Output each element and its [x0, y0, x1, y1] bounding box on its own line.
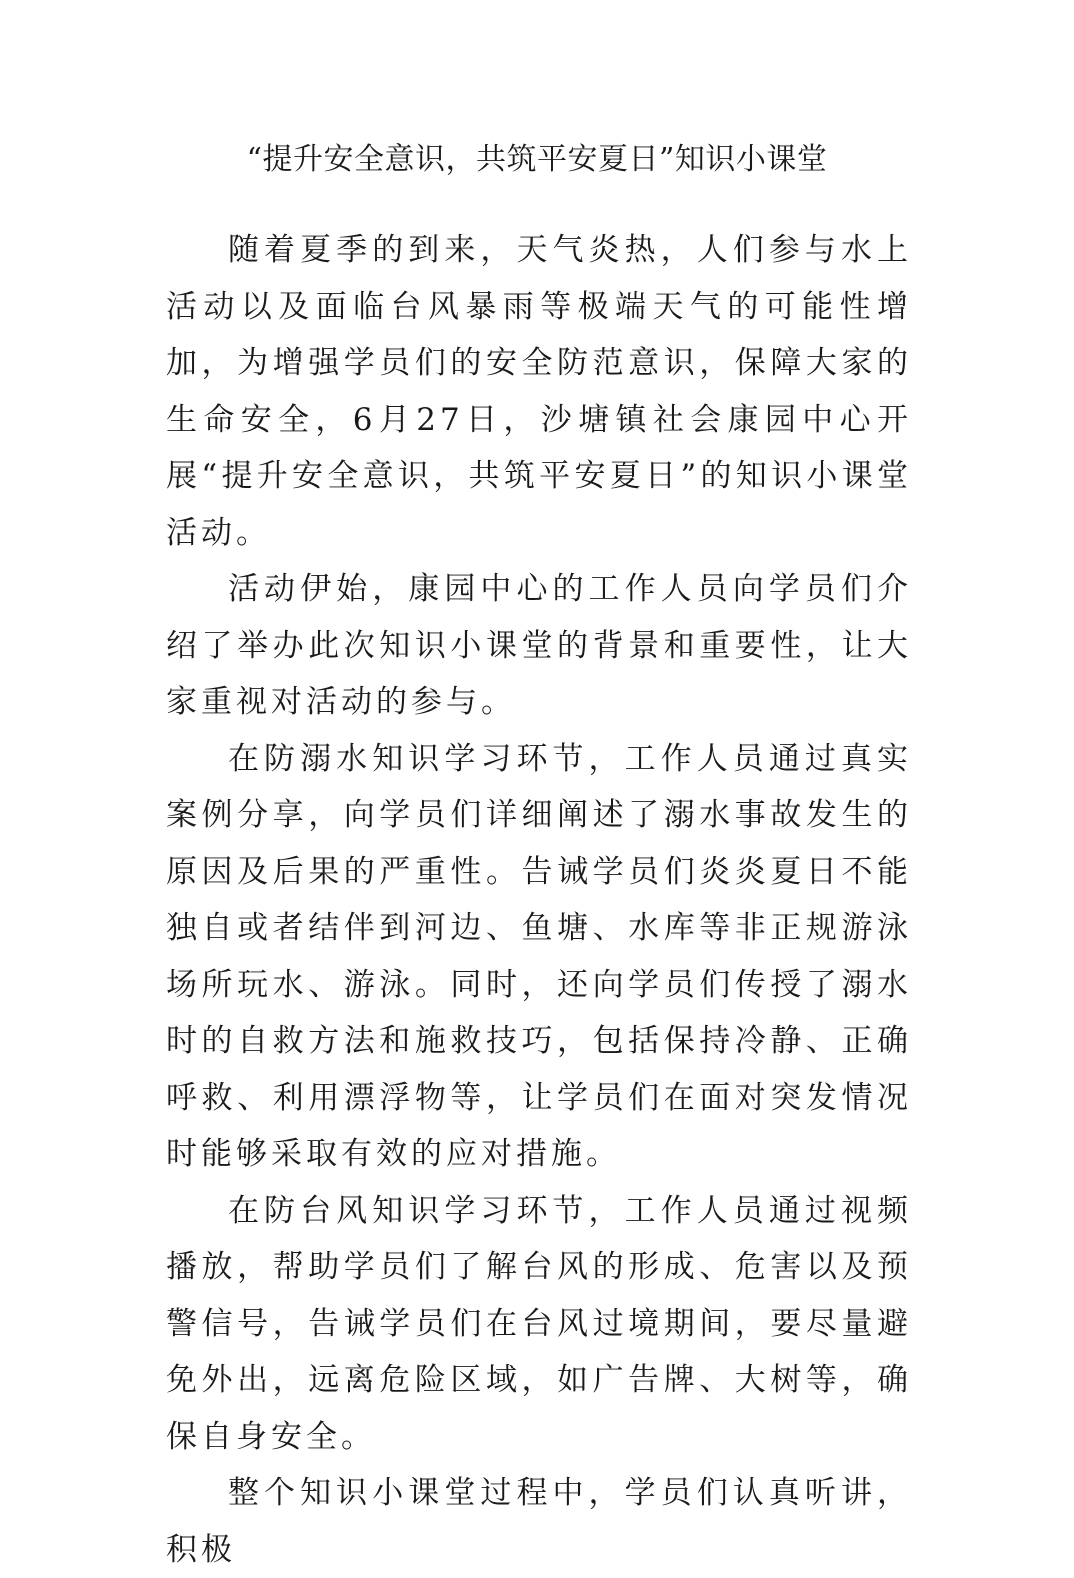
document-title: “提升安全意识，共筑平安夏日”知识小课堂 — [246, 142, 828, 177]
document-body — [166, 222, 912, 1578]
paragraph-drowning-prevention: 在防溺水知识学习环节，工作人员通过真实案例分享，向学员们详细阐述了溺水事故发生的原因及后果的严重性。告诫学员们炎炎夏日不能独自或者结伴到河边、鱼塘、水库等非正规游泳场所玩水、游泳。同时，还向学员们传授了溺水时的自救方法和施救技巧，包括保持冷静、正确呼救、利用漂浮物等，让学员们在面对突发情况时能够采取有效的应对措施。 — [166, 740, 912, 1172]
paragraph-opening: 活动伊始，康园中心的工作人员向学员们介绍了举办此次知识小课堂的背景和重要性，让大家重视对活动的参与。 — [166, 571, 912, 720]
paragraph-summary: 整个知识小课堂过程中，学员们认真听讲，积极 — [166, 1475, 912, 1568]
paragraph-intro: 随着夏季的到来，天气炎热，人们参与水上活动以及面临台风暴雨等极端天气的可能性增加，为增强学员们的安全防范意识，保障大家的生命安全，6月27日，沙塘镇社会康园中心开展“提升安全意识，共筑平安夏日”的知识小课堂活动。 — [166, 232, 912, 551]
paragraph-typhoon-prevention: 在防台风知识学习环节，工作人员通过视频播放，帮助学员们了解台风的形成、危害以及预警信号，告诫学员们在台风过境期间，要尽量避免外出，远离危险区域，如广告牌、大树等，确保自身安全。 — [166, 1192, 912, 1455]
